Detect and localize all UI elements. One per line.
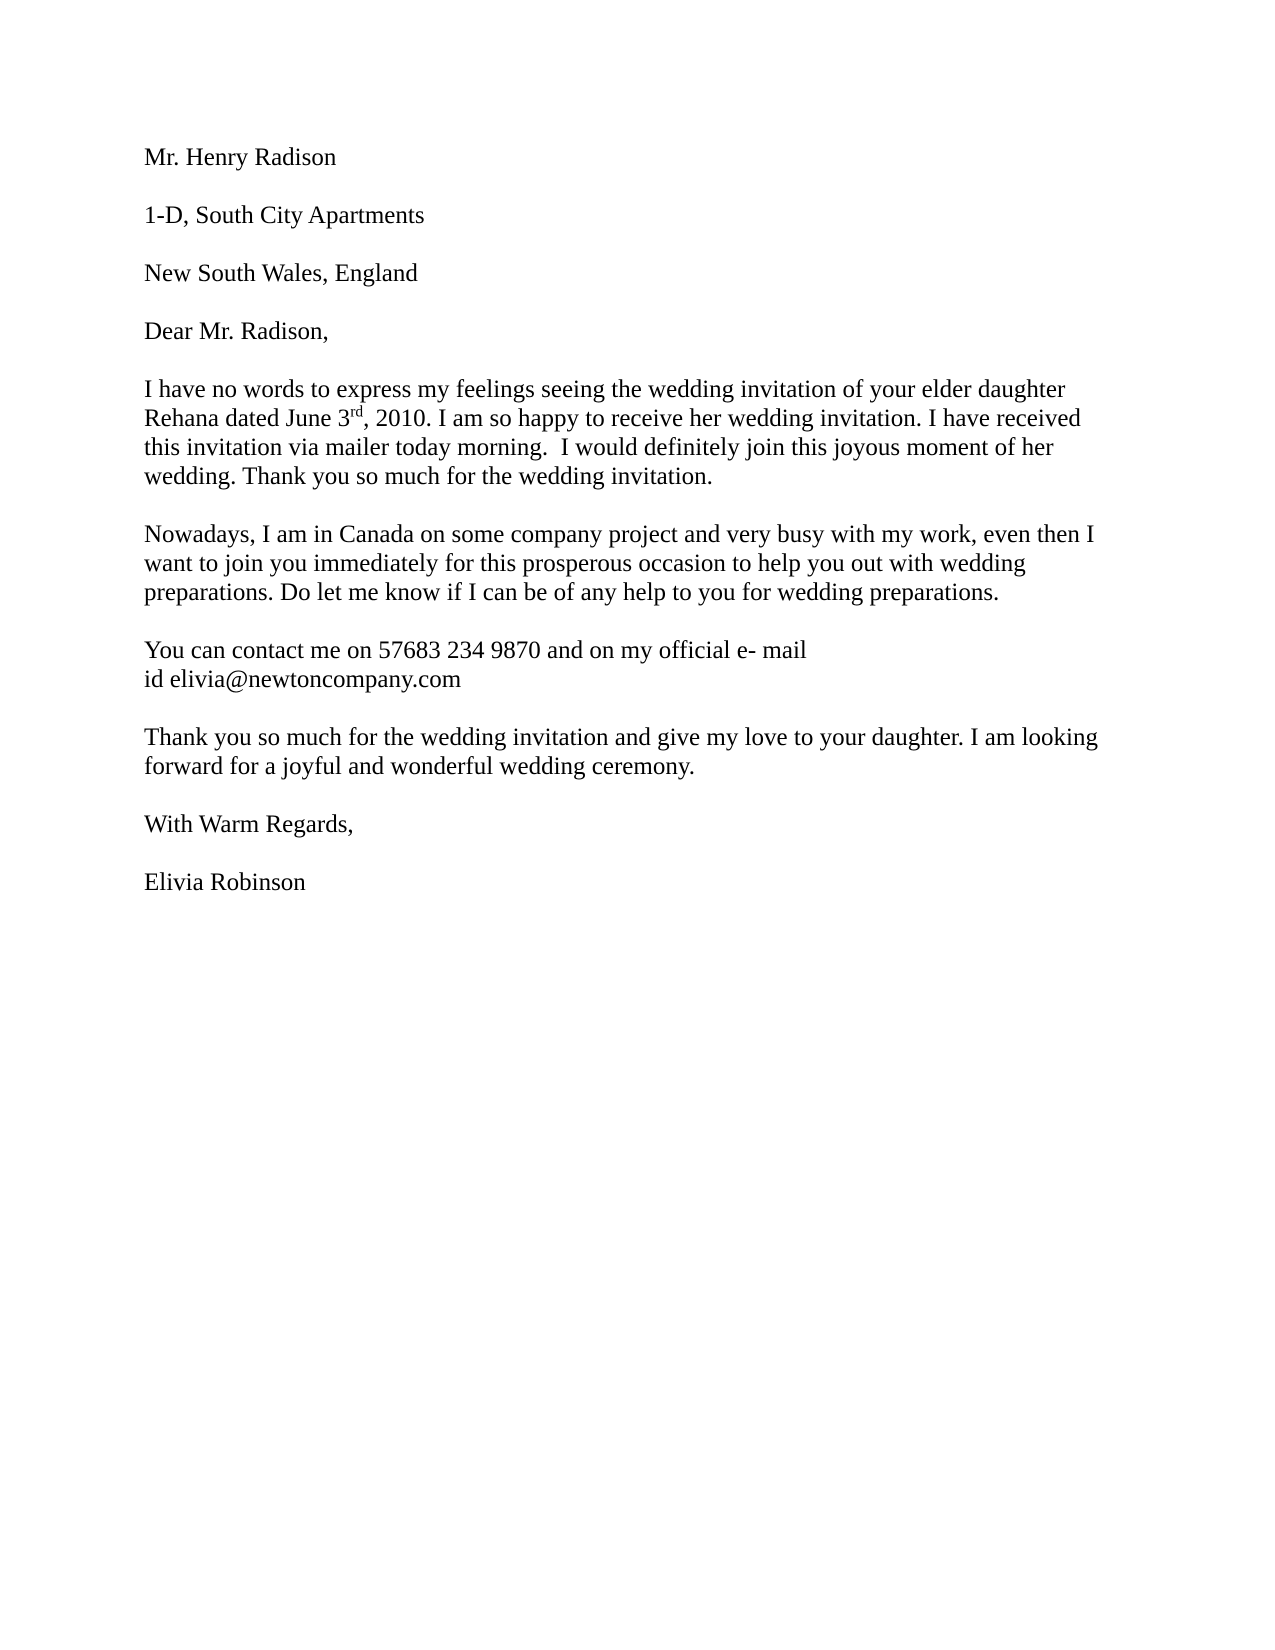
paragraph-1-line-2-pre: Rehana dated June 3 bbox=[144, 405, 351, 432]
recipient-name-text: Mr. Henry Radison bbox=[144, 144, 337, 171]
recipient-address-line-2-text: New South Wales, England bbox=[144, 260, 418, 287]
paragraph-3-contact bbox=[144, 636, 1145, 694]
paragraph-1-line-3: this invitation via mailer today morning. I would definitely join this joyous moment of her bbox=[144, 434, 1054, 461]
paragraph-1-line-2 bbox=[144, 404, 1145, 433]
closing bbox=[144, 810, 1145, 839]
paragraph-2-line-3: preparations. Do let me know if I can be of any help to you for wedding preparations. bbox=[144, 579, 1000, 606]
contact-email-line: id elivia@newtoncompany.com bbox=[144, 666, 462, 693]
contact-phone-line: You can contact me on 57683 234 9870 and on my official e- mail bbox=[144, 637, 807, 664]
recipient-address-line-1 bbox=[144, 201, 1145, 230]
recipient-name bbox=[144, 143, 1145, 172]
paragraph-1-line-1: I have no words to express my feelings seeing the wedding invitation of your elder daughter bbox=[144, 376, 1066, 403]
paragraph-4-line-1: Thank you so much for the wedding invitation and give my love to your daughter. I am looking bbox=[144, 724, 1098, 751]
recipient-address-line-2 bbox=[144, 259, 1145, 288]
paragraph-1-line-4: wedding. Thank you so much for the wedding invitation. bbox=[144, 463, 713, 490]
paragraph-4 bbox=[144, 723, 1145, 781]
paragraph-2 bbox=[144, 520, 1145, 607]
salutation bbox=[144, 317, 1145, 346]
paragraph-1 bbox=[144, 375, 1145, 491]
signature bbox=[144, 868, 1145, 897]
paragraph-4-line-2: forward for a joyful and wonderful wedding ceremony. bbox=[144, 753, 695, 780]
paragraph-2-line-2: want to join you immediately for this prosperous occasion to help you out with wedding bbox=[144, 550, 1026, 577]
signature-text: Elivia Robinson bbox=[144, 869, 306, 896]
recipient-address-line-1-text: 1-D, South City Apartments bbox=[144, 202, 425, 229]
closing-text: With Warm Regards, bbox=[144, 811, 354, 838]
salutation-text: Dear Mr. Radison, bbox=[144, 318, 329, 345]
paragraph-1-line-2-post: , 2010. I am so happy to receive her wedding invitation. I have received bbox=[363, 405, 1081, 432]
ordinal-superscript: rd bbox=[350, 403, 364, 421]
paragraph-2-line-1: Nowadays, I am in Canada on some company project and very busy with my work, even then I bbox=[144, 521, 1095, 548]
